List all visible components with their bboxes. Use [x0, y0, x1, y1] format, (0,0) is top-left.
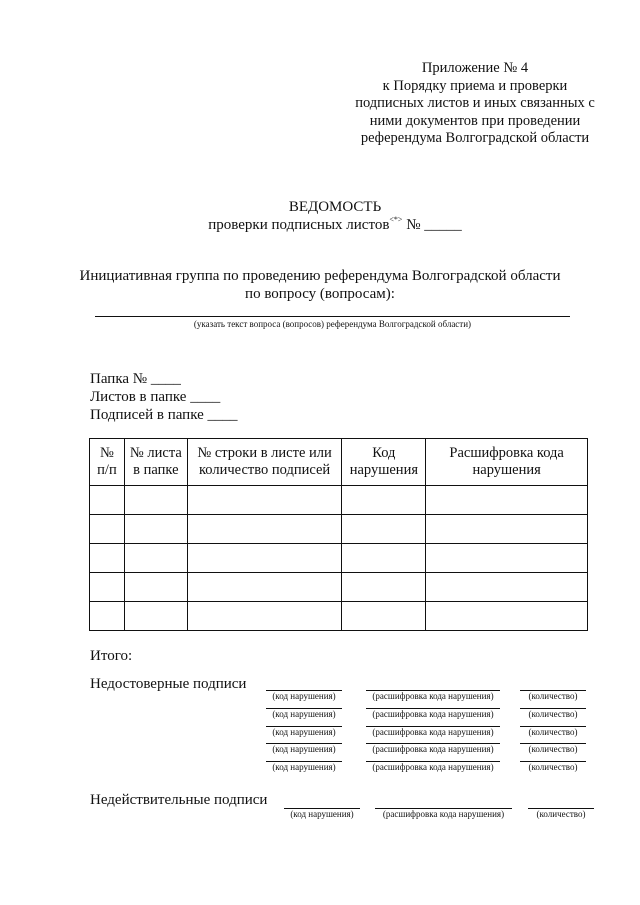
question-caption: (указать текст вопроса (вопросов) референдума Волгоградской области): [193, 319, 472, 329]
table-cell[interactable]: [426, 515, 588, 544]
violation-code-field[interactable]: (код нарушения): [266, 726, 342, 737]
code-decoding-field[interactable]: (расшифровка кода нарушения): [366, 743, 500, 754]
count-field[interactable]: (количество): [520, 708, 586, 719]
initiative-group-heading: [60, 267, 580, 303]
table-cell[interactable]: [342, 486, 426, 515]
violation-code-field[interactable]: (код нарушения): [266, 761, 342, 772]
table-cell[interactable]: [342, 602, 426, 631]
sheets-in-folder: Листов в папке ____: [90, 389, 221, 405]
header-sheet-number: № листа в папке: [124, 439, 187, 486]
invalid-signatures-label: Недействительные подписи: [90, 792, 268, 808]
table-header-row: [90, 439, 588, 486]
header-code-decoding: Расшифровка кода нарушения: [426, 439, 588, 486]
count-field[interactable]: (количество): [520, 743, 586, 754]
count-field[interactable]: (количество): [520, 761, 586, 772]
table-cell[interactable]: [90, 544, 125, 573]
table-cell[interactable]: [187, 515, 342, 544]
appendix-line: Приложение № 4: [421, 60, 529, 76]
signatures-in-folder: Подписей в папке ____: [90, 407, 238, 423]
header-violation-code: Код нарушения: [342, 439, 426, 486]
group-line-2: по вопросу (вопросам):: [245, 286, 395, 302]
table-cell[interactable]: [187, 544, 342, 573]
title-subtitle: проверки подписных листов: [208, 217, 390, 233]
footnote-mark: <*>: [389, 215, 403, 224]
totals-label: Итого:: [90, 648, 133, 664]
table-cell[interactable]: [187, 602, 342, 631]
table-row: [90, 486, 588, 515]
table-row: [90, 573, 588, 602]
header-row-number: № п/п: [90, 439, 125, 486]
code-decoding-field[interactable]: (расшифровка кода нарушения): [366, 761, 500, 772]
document-title: [150, 198, 520, 236]
group-line-1: Инициативная группа по проведению референдума Волгоградской области: [79, 268, 561, 284]
title-number: № _____: [406, 217, 462, 233]
table-cell[interactable]: [187, 573, 342, 602]
table-cell[interactable]: [124, 544, 187, 573]
folder-info: [90, 370, 238, 424]
table-cell[interactable]: [90, 573, 125, 602]
table-cell[interactable]: [90, 486, 125, 515]
title-main: ВЕДОМОСТЬ: [288, 199, 382, 215]
table-cell[interactable]: [124, 573, 187, 602]
violation-code-field[interactable]: (код нарушения): [266, 743, 342, 754]
unreliable-signatures-label: Недостоверные подписи: [90, 676, 247, 692]
appendix-line: подписных листов и иных связанных с: [355, 95, 595, 111]
code-decoding-field[interactable]: (расшифровка кода нарушения): [366, 690, 500, 701]
table-cell[interactable]: [124, 515, 187, 544]
code-decoding-field[interactable]: (расшифровка кода нарушения): [366, 726, 500, 737]
code-decoding-field[interactable]: (расшифровка кода нарушения): [366, 708, 500, 719]
count-field[interactable]: (количество): [520, 690, 586, 701]
violation-code-field[interactable]: (код нарушения): [266, 708, 342, 719]
count-field[interactable]: (количество): [520, 726, 586, 737]
table-cell[interactable]: [426, 486, 588, 515]
table-cell[interactable]: [426, 602, 588, 631]
violation-code-field[interactable]: (код нарушения): [284, 808, 360, 819]
violation-code-field[interactable]: (код нарушения): [266, 690, 342, 701]
count-field[interactable]: (количество): [528, 808, 594, 819]
table-row: [90, 602, 588, 631]
table-row: [90, 544, 588, 573]
table-cell[interactable]: [187, 486, 342, 515]
table-cell[interactable]: [426, 544, 588, 573]
verification-table: [89, 438, 588, 631]
code-decoding-field[interactable]: (расшифровка кода нарушения): [375, 808, 512, 819]
appendix-line: ними документов при проведении: [369, 112, 581, 129]
appendix-header: [310, 60, 640, 148]
table-cell[interactable]: [90, 515, 125, 544]
appendix-line: референдума Волгоградской области: [360, 130, 590, 146]
header-line-number: № строки в листе или количество подписей: [187, 439, 342, 486]
table-cell[interactable]: [342, 544, 426, 573]
table-cell[interactable]: [426, 573, 588, 602]
folder-number: Папка № ____: [90, 371, 181, 387]
table-cell[interactable]: [124, 486, 187, 515]
question-text-line: [95, 316, 570, 330]
table-cell[interactable]: [90, 602, 125, 631]
title-subtitle-line: [150, 216, 520, 236]
table-cell[interactable]: [342, 573, 426, 602]
table-cell[interactable]: [342, 515, 426, 544]
table-row: [90, 515, 588, 544]
appendix-line: к Порядку приема и проверки: [382, 77, 568, 94]
table-cell[interactable]: [124, 602, 187, 631]
